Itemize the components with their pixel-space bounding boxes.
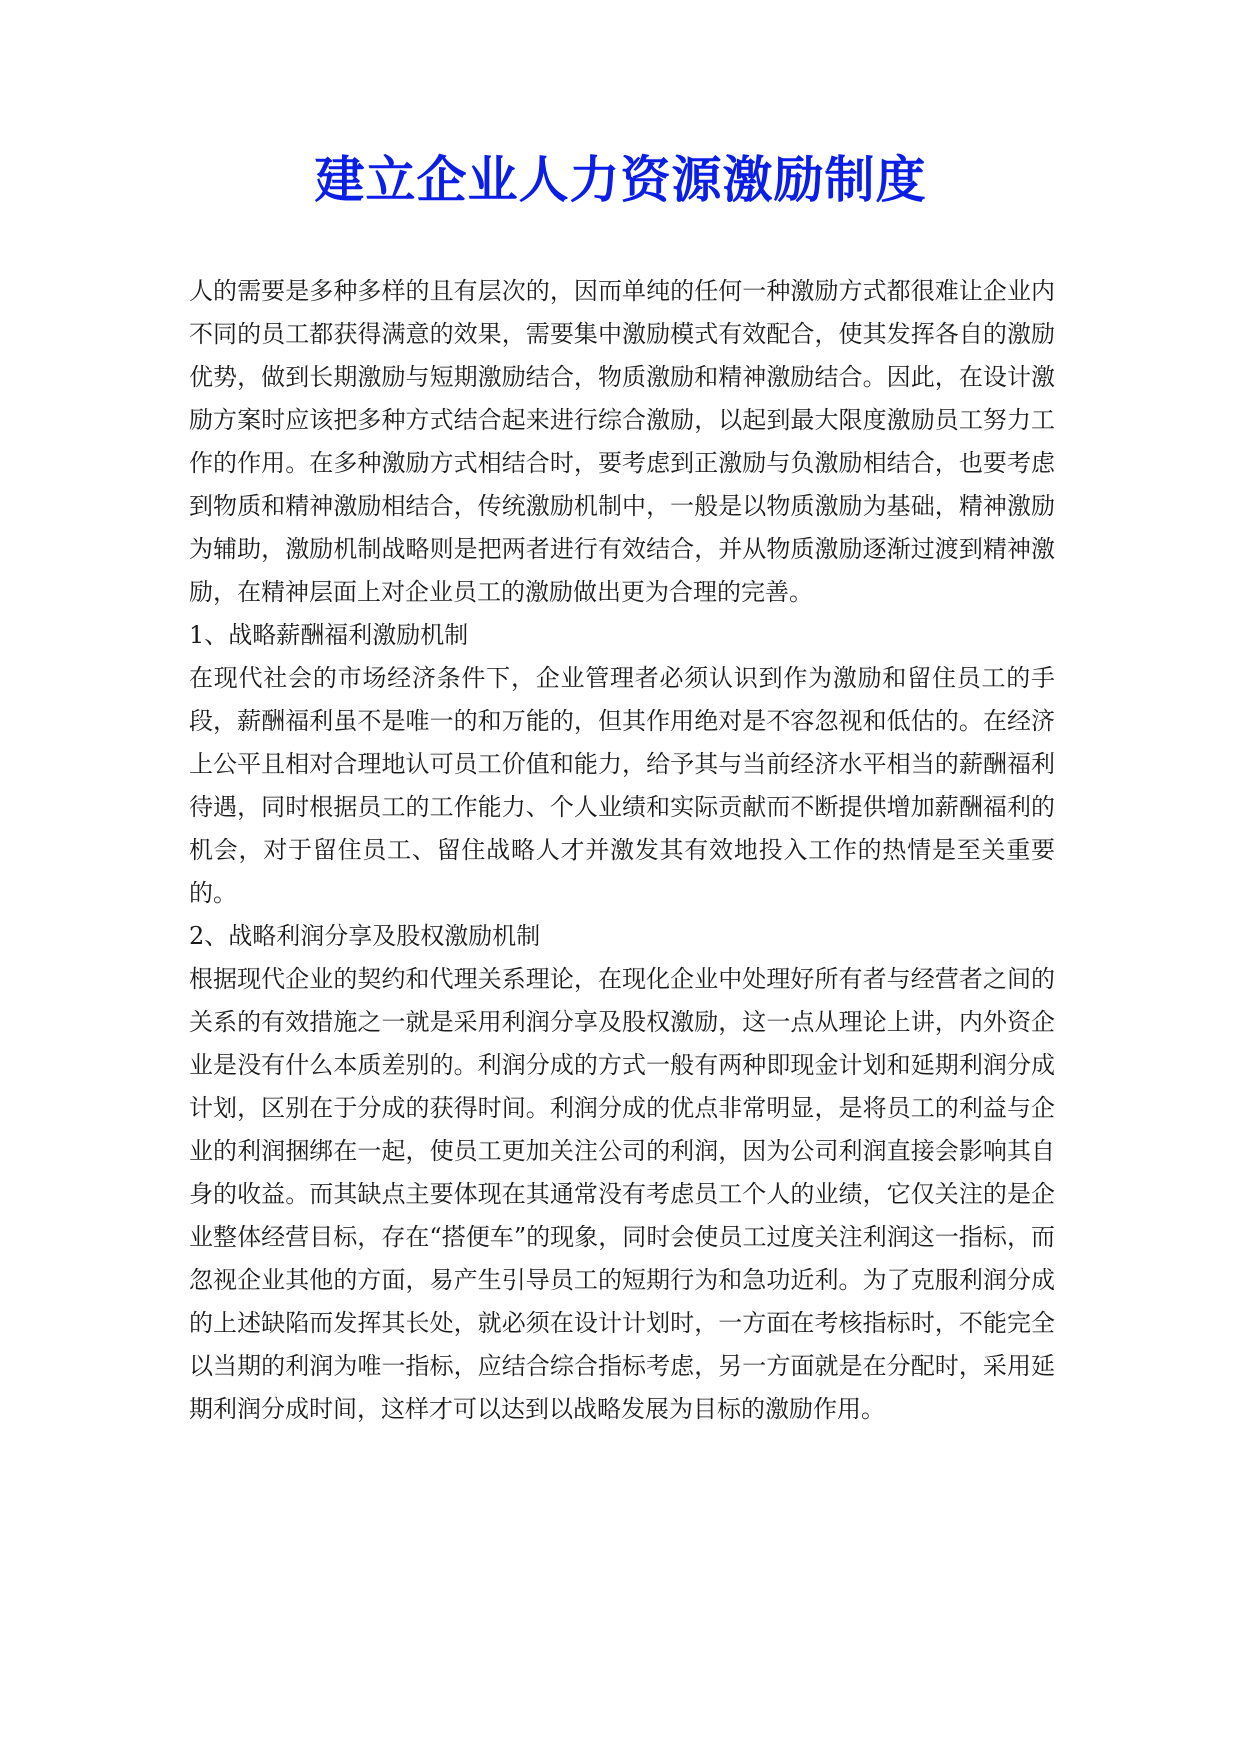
paragraph-section-1: 在现代社会的市场经济条件下，企业管理者必须认识到作为激励和留住员工的手段，薪酬福利虽不是唯一的和万能的，但其作用绝对是不容忽视和低估的。在经济上公平且相对合理地认可员工价值和能力，给予其与当前经济水平相当的薪酬福利待遇，同时根据员工的工作能力、个人业绩和实际贡献而不断提供增加薪酬福利的机会，对于留住员工、留住战略人才并激发其有效地投入工作的热情是至关重要的。 (189, 664, 1055, 907)
document-body (189, 270, 1055, 1431)
document-title: 建立企业人力资源激励制度 (314, 151, 927, 209)
section-heading-1: 1、战略薪酬福利激励机制 (189, 621, 469, 649)
section-heading-2: 2、战略利润分享及股权激励机制 (189, 922, 541, 950)
paragraph-section-2: 根据现代企业的契约和代理关系理论，在现化企业中处理好所有者与经营者之间的关系的有效措施之一就是采用利润分享及股权激励，这一点从理论上讲，内外资企业是没有什么本质差别的。利润分成的方式一般有两种即现金计划和延期利润分成计划，区别在于分成的获得时间。利润分成的优点非常明显，是将员工的利益与企业的利润捆绑在一起，使员工更加关注公司的利润，因为公司利润直接会影响其自身的收益。而其缺点主要体现在其通常没有考虑员工个人的业绩，它仅关注的是企业整体经营目标，存在“搭便车”的现象，同时会使员工过度关注利润这一指标，而忽视企业其他的方面，易产生引导员工的短期行为和急功近利。为了克服利润分成的上述缺陷而发挥其长处，就必须在设计计划时，一方面在考核指标时，不能完全以当期的利润为唯一指标，应结合综合指标考虑，另一方面就是在分配时，采用延期利润分成时间，这样才可以达到以战略发展为目标的激励作用。 (189, 965, 1055, 1423)
paragraph-intro: 人的需要是多种多样的且有层次的，因而单纯的任何一种激励方式都很难让企业内不同的员工都获得满意的效果，需要集中激励模式有效配合，使其发挥各自的激励优势，做到长期激励与短期激励结合，物质激励和精神激励结合。因此，在设计激励方案时应该把多种方式结合起来进行综合激励，以起到最大限度激励员工努力工作的作用。在多种激励方式相结合时，要考虑到正激励与负激励相结合，也要考虑到物质和精神激励相结合，传统激励机制中，一般是以物质激励为基础，精神激励为辅助，激励机制战略则是把两者进行有效结合，并从物质激励逐渐过渡到精神激励，在精神层面上对企业员工的激励做出更为合理的完善。 (189, 277, 1055, 606)
